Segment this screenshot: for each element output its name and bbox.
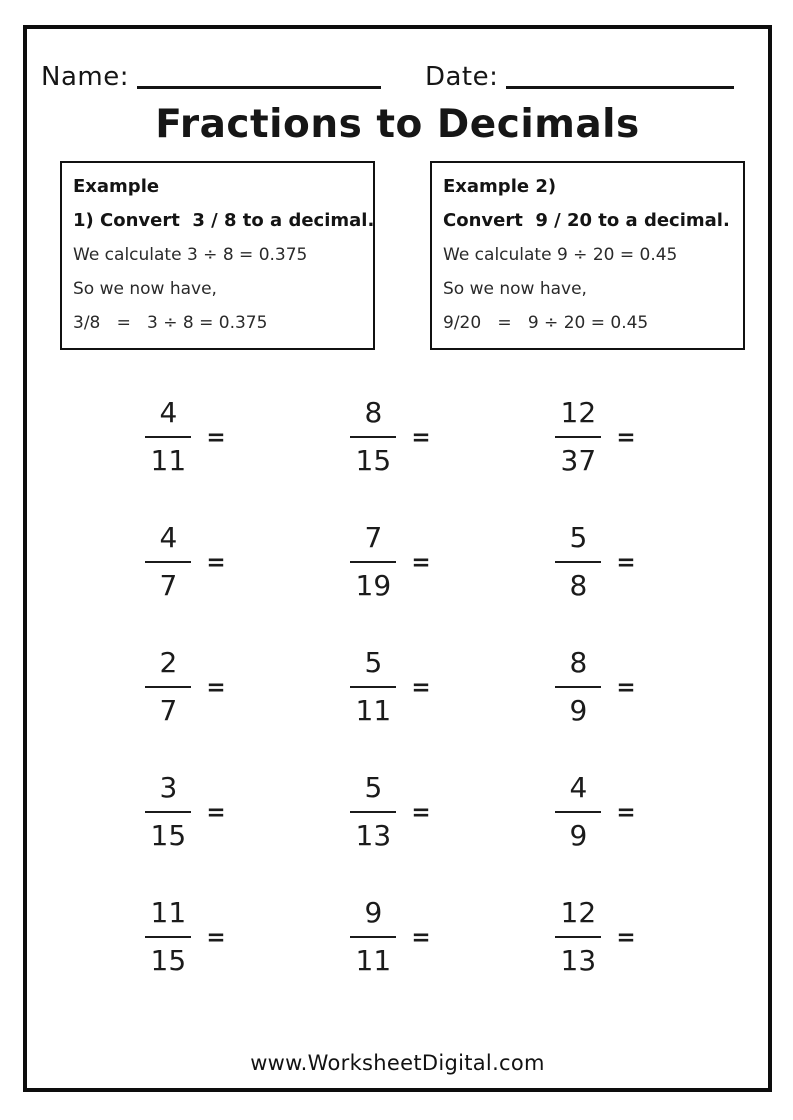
example1-heading: Example xyxy=(73,176,160,197)
fraction-denominator: 37 xyxy=(560,443,597,477)
fraction xyxy=(145,520,191,602)
example2-calculation: We calculate 9 ÷ 20 = 0.45 xyxy=(443,245,678,265)
example1-calculation: We calculate 3 ÷ 8 = 0.375 xyxy=(73,245,308,265)
equals-sign: = xyxy=(411,799,431,826)
problems-row-4 xyxy=(27,749,768,874)
problem-11 xyxy=(288,749,493,874)
problem-1 xyxy=(83,374,288,499)
example1-problem-statement: 1) Convert 3 / 8 to a decimal. xyxy=(73,210,375,231)
fraction xyxy=(350,520,396,602)
example1-transition: So we now have, xyxy=(73,279,217,299)
fraction-numerator: 4 xyxy=(555,774,601,813)
fraction-denominator: 15 xyxy=(355,443,392,477)
equals-sign: = xyxy=(616,674,636,701)
fraction-denominator: 13 xyxy=(355,818,392,852)
fraction xyxy=(555,645,601,727)
date-label: Date: xyxy=(424,62,499,92)
fraction-numerator: 8 xyxy=(555,649,601,688)
equals-sign: = xyxy=(206,799,226,826)
worksheet-page xyxy=(23,25,772,1092)
fraction-numerator: 7 xyxy=(350,524,396,563)
fraction-numerator: 12 xyxy=(555,399,601,438)
fraction xyxy=(555,895,601,977)
problems-row-5 xyxy=(27,874,768,999)
example2-heading: Example 2) xyxy=(443,176,557,197)
fraction xyxy=(145,395,191,477)
problem-3 xyxy=(493,374,698,499)
fraction xyxy=(350,770,396,852)
fraction-numerator: 11 xyxy=(145,899,191,938)
equals-sign: = xyxy=(206,674,226,701)
equals-sign: = xyxy=(411,424,431,451)
fraction xyxy=(350,895,396,977)
name-blank-line xyxy=(137,86,381,89)
fraction-denominator: 7 xyxy=(159,568,178,602)
equals-sign: = xyxy=(411,674,431,701)
problems-grid xyxy=(27,374,768,999)
example-box-1 xyxy=(60,161,375,350)
equals-sign: = xyxy=(616,549,636,576)
fraction-numerator: 12 xyxy=(555,899,601,938)
name-label: Name: xyxy=(41,62,129,92)
example2-result: 9/20 = 9 ÷ 20 = 0.45 xyxy=(443,313,649,333)
problem-14 xyxy=(288,874,493,999)
problem-2 xyxy=(288,374,493,499)
fraction-numerator: 2 xyxy=(145,649,191,688)
fraction-denominator: 13 xyxy=(560,943,597,977)
problem-5 xyxy=(288,499,493,624)
fraction-denominator: 19 xyxy=(355,568,392,602)
fraction-denominator: 11 xyxy=(355,943,392,977)
equals-sign: = xyxy=(206,424,226,451)
fraction-numerator: 4 xyxy=(145,524,191,563)
example1-result: 3/8 = 3 ÷ 8 = 0.375 xyxy=(73,313,268,333)
fraction xyxy=(350,645,396,727)
fraction-numerator: 8 xyxy=(350,399,396,438)
fraction-numerator: 4 xyxy=(145,399,191,438)
problem-13 xyxy=(83,874,288,999)
fraction-denominator: 15 xyxy=(150,818,187,852)
problem-10 xyxy=(83,749,288,874)
problem-7 xyxy=(83,624,288,749)
fraction-denominator: 9 xyxy=(569,818,588,852)
fraction xyxy=(145,770,191,852)
problem-15 xyxy=(493,874,698,999)
equals-sign: = xyxy=(206,549,226,576)
fraction-denominator: 8 xyxy=(569,568,588,602)
equals-sign: = xyxy=(411,549,431,576)
fraction xyxy=(145,645,191,727)
fraction-denominator: 11 xyxy=(150,443,187,477)
name-date-row xyxy=(27,56,768,90)
fraction-numerator: 3 xyxy=(145,774,191,813)
problem-8 xyxy=(288,624,493,749)
footer-url: www.WorksheetDigital.com xyxy=(250,1051,545,1075)
equals-sign: = xyxy=(411,924,431,951)
examples-row xyxy=(27,161,768,350)
problem-4 xyxy=(83,499,288,624)
fraction-denominator: 15 xyxy=(150,943,187,977)
equals-sign: = xyxy=(616,924,636,951)
fraction xyxy=(350,395,396,477)
fraction xyxy=(145,895,191,977)
example2-transition: So we now have, xyxy=(443,279,587,299)
problems-row-2 xyxy=(27,499,768,624)
problem-12 xyxy=(493,749,698,874)
fraction-numerator: 5 xyxy=(555,524,601,563)
problem-6 xyxy=(493,499,698,624)
problems-row-3 xyxy=(27,624,768,749)
equals-sign: = xyxy=(206,924,226,951)
problems-row-1 xyxy=(27,374,768,499)
fraction xyxy=(555,395,601,477)
problem-9 xyxy=(493,624,698,749)
equals-sign: = xyxy=(616,424,636,451)
equals-sign: = xyxy=(616,799,636,826)
example-box-2 xyxy=(430,161,745,350)
date-blank-line xyxy=(506,86,734,89)
fraction xyxy=(555,520,601,602)
fraction-denominator: 7 xyxy=(159,693,178,727)
example2-problem-statement: Convert 9 / 20 to a decimal. xyxy=(443,210,730,231)
fraction-numerator: 5 xyxy=(350,774,396,813)
fraction-numerator: 9 xyxy=(350,899,396,938)
fraction xyxy=(555,770,601,852)
fraction-denominator: 11 xyxy=(355,693,392,727)
fraction-denominator: 9 xyxy=(569,693,588,727)
fraction-numerator: 5 xyxy=(350,649,396,688)
page-title: Fractions to Decimals xyxy=(155,102,640,147)
